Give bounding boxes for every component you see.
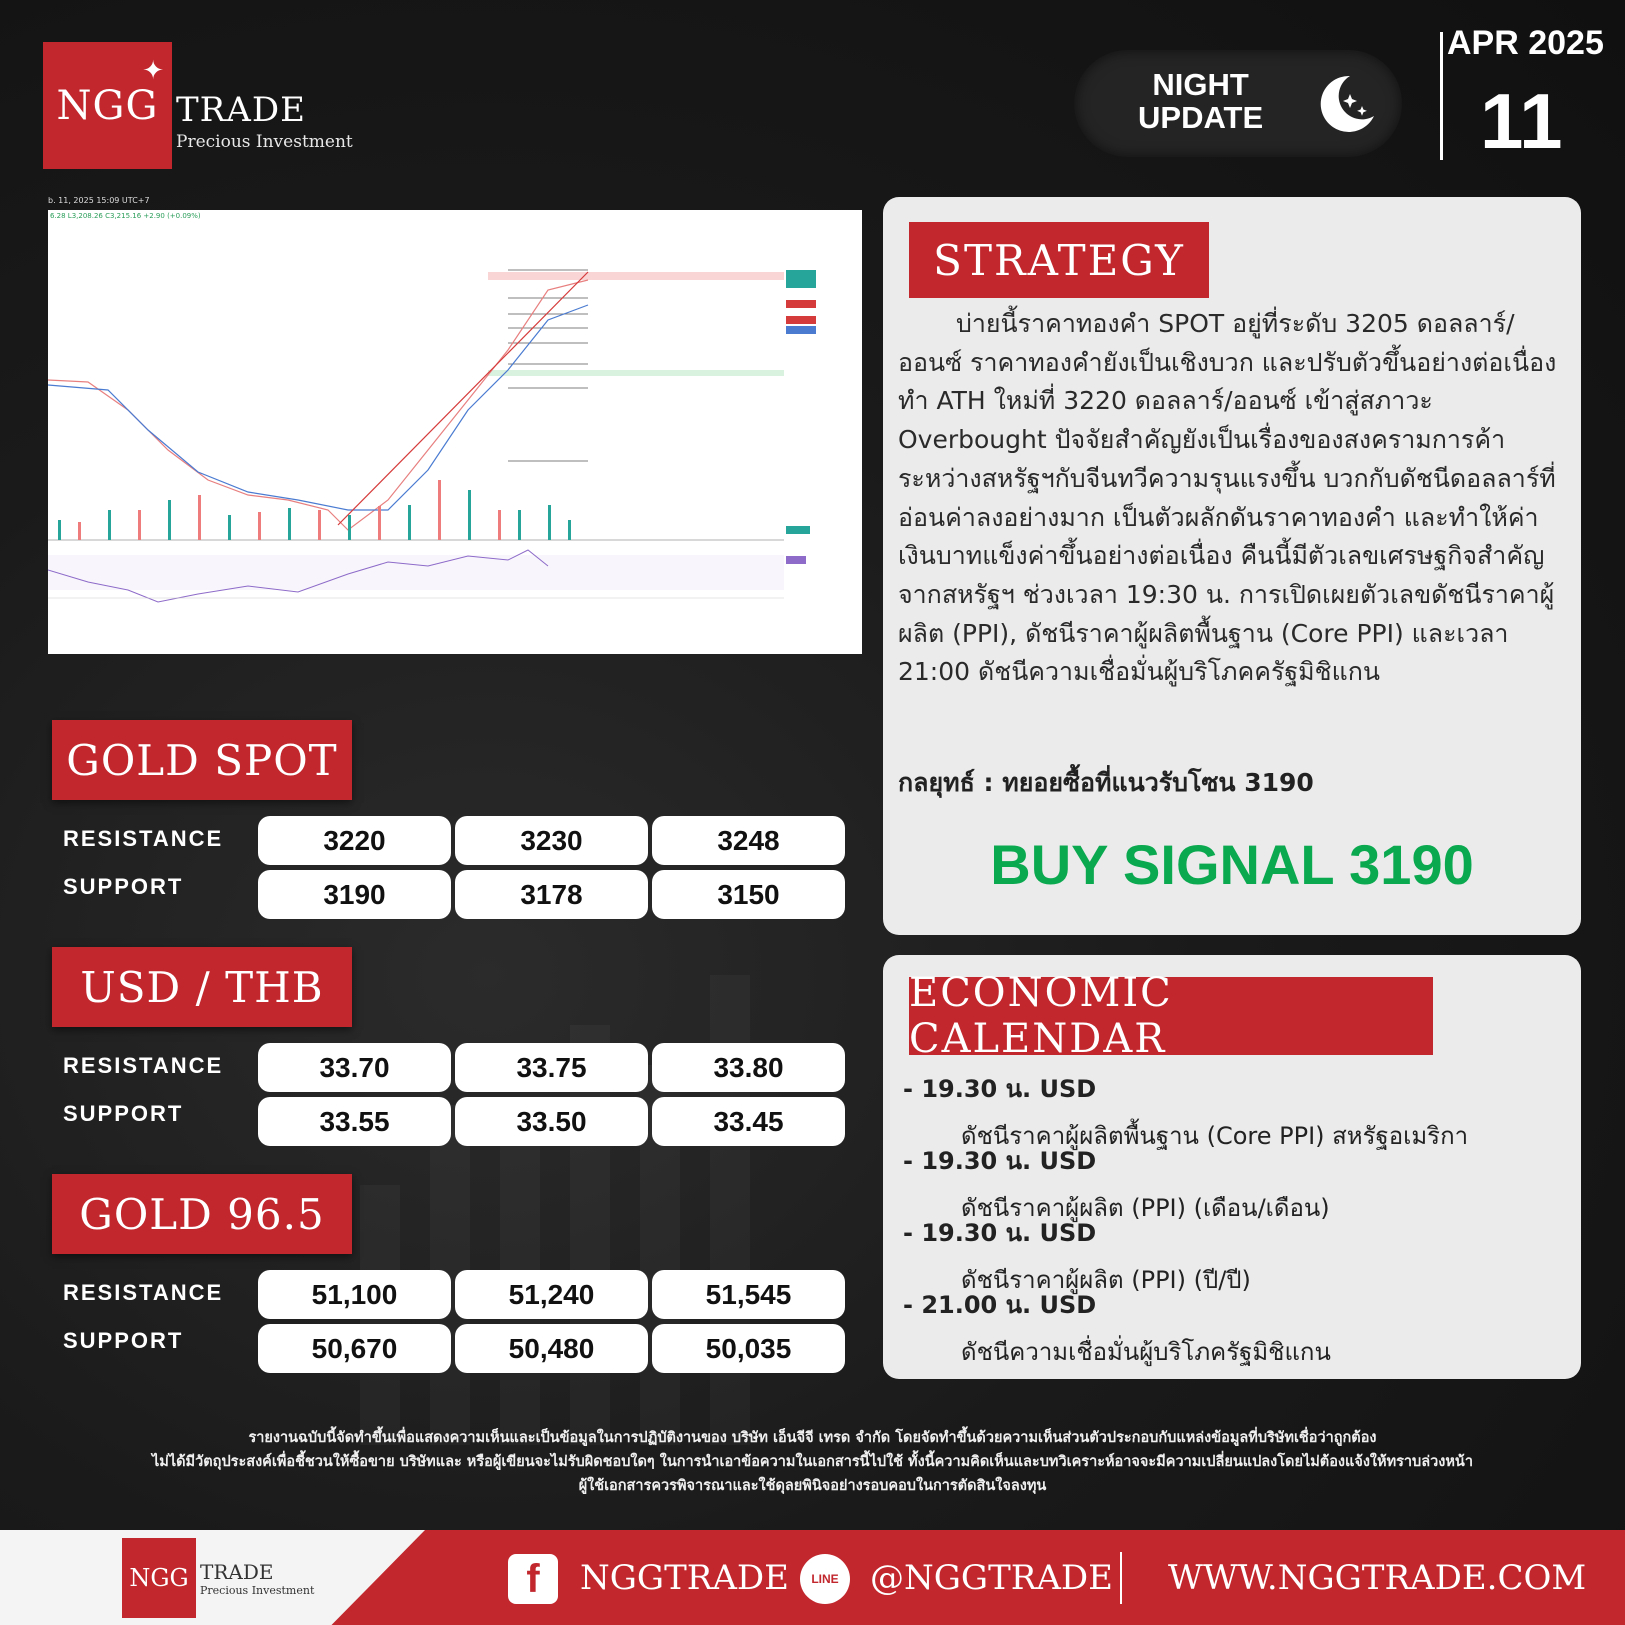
- star-icon: ✦: [142, 56, 164, 86]
- event-time: - 19.30 น. USD: [903, 1219, 1097, 1247]
- usd-thb-resistance-3: 33.80: [652, 1043, 845, 1092]
- ngg-logo: [43, 42, 172, 169]
- gold-965-support-3: 50,035: [652, 1324, 845, 1373]
- gold-965-header: GOLD 96.5: [52, 1174, 352, 1254]
- gold-spot-support-label: SUPPORT: [63, 874, 184, 899]
- gold-965-support-1: 50,670: [258, 1324, 451, 1373]
- gold-spot-resistance-3: 3248: [652, 816, 845, 865]
- usd-thb-resistance-label: RESISTANCE: [63, 1053, 224, 1078]
- gold-965-resistance-1: 51,100: [258, 1270, 451, 1319]
- moon-stars-icon: [1310, 68, 1382, 140]
- usd-thb-header: USD / THB: [52, 947, 352, 1027]
- website-link[interactable]: WWW.NGGTRADE.COM: [1168, 1558, 1587, 1598]
- gold-spot-resistance-label: RESISTANCE: [63, 826, 224, 851]
- chart-header: b. 11, 2025 15:09 UTC+7: [48, 196, 150, 205]
- strategy-body: บ่ายนี้ราคาทองคำ SPOT อยู่ที่ระดับ 3205 ดอลลาร์/ออนซ์ ราคาทองคำยังเป็นเชิงบวก และปรับตัวขึ้นอย่างต่อเนื่อง ทำ ATH ใหม่ที่ 3220 ดอลลาร์/ออนซ์ เข้าสู่สภาวะ Overbought ปัจจัยสำคัญยังเป็นเรื่องของสงครามการค้าระหว่างสหรัฐฯกับจีนทวีความรุนแรงขึ้น บวกกับดัชนีดอลลาร์ที่อ่อนค่าลงอย่างมาก เป็นตัวผลักดันราคาทองคำ และทำให้ค่าเงินบาทแข็งค่าขึ้นอย่างต่อเนื่อง คืนนี้มีตัวเลขเศรษฐกิจสำคัญจากสหรัฐฯ ช่วงเวลา 19:30 น. การเปิดเผยตัวเลขดัชนีราคาผู้ผลิต (PPI), ดัชนีราคาผู้ผลิตพื้นฐาน (Core PPI) และเวลา 21:00 ดัชนีความเชื่อมั่นผู้บริโภคครัฐมิชิแกน: [898, 309, 1557, 687]
- logo-text: NGG: [56, 82, 159, 129]
- gold-965-resistance-label: RESISTANCE: [63, 1280, 224, 1305]
- gold-spot-support-1: 3190: [258, 870, 451, 919]
- gold-spot-header: GOLD SPOT: [52, 720, 352, 800]
- footer-logo: NGG: [122, 1538, 196, 1618]
- chart-canvas: [48, 210, 862, 654]
- calendar-event: [903, 1285, 1331, 1371]
- event-time: - 21.00 น. USD: [903, 1291, 1097, 1319]
- gold-spot-support-3: 3150: [652, 870, 845, 919]
- chart-ohlc: 6.28 L3,208.26 C3,215.16 +2.90 (+0.09%): [50, 212, 201, 220]
- gold-965-support-label: SUPPORT: [63, 1328, 184, 1353]
- calendar-title: ECONOMIC CALENDAR: [909, 977, 1433, 1055]
- economic-calendar-panel: [883, 955, 1581, 1379]
- footer-brand-tagline: Precious Investment: [200, 1584, 315, 1597]
- event-time: - 19.30 น. USD: [903, 1147, 1097, 1175]
- disclaimer-line: ไม่ได้มีวัตถุประสงค์เพื่อชี้ชวนให้ซื้อขาย บริษัทและ หรือผู้เขียนจะไม่รับผิดชอบใดๆ ในการนำเอาข้อความในเอกสารนี้ไปใช้ ทั้งนี้ความคิดเห็นและบทวิเคราะห์อาจจะมีความเปลี่ยนแปลงโดยไม่ต้องแจ้งให้ทราบล่วงหน้า: [152, 1454, 1473, 1470]
- brand-tagline: Precious Investment: [176, 132, 353, 152]
- month-year: APR 2025: [1447, 24, 1604, 62]
- usd-thb-support-2: 33.50: [455, 1097, 648, 1146]
- day-number: 11: [1480, 77, 1563, 165]
- gold-spot-support-2: 3178: [455, 870, 648, 919]
- header-divider: [1440, 32, 1443, 160]
- price-chart-image: [48, 196, 866, 674]
- strategy-panel: [883, 197, 1581, 935]
- disclaimer: [0, 1426, 1625, 1498]
- line-icon[interactable]: LINE: [800, 1554, 850, 1604]
- event-desc: ดัชนีราคาผู้ผลิต (PPI) (เดือน/เดือน): [961, 1194, 1330, 1222]
- disclaimer-line: รายงานฉบับนี้จัดทำขึ้นเพื่อแสดงความเห็นและเป็นข้อมูลในการปฏิบัติงานของ บริษัท เอ็นจีจี เทรด จำกัด โดยจัดทำขึ้นด้วยความเห็นส่วนตัวประกอบกับแหล่งข้อมูลที่บริษัทเชื่อว่าถูกต้อง: [248, 1430, 1377, 1446]
- brand-title: TRADE: [176, 90, 306, 130]
- gold-spot-resistance-2: 3230: [455, 816, 648, 865]
- chart-graphic: [48, 210, 862, 654]
- night-update-badge: [1074, 50, 1402, 157]
- usd-thb-resistance-2: 33.75: [455, 1043, 648, 1092]
- gold-965-resistance-3: 51,545: [652, 1270, 845, 1319]
- disclaimer-line: ผู้ใช้เอกสารควรพิจารณาและใช้ดุลยพินิจอย่างรอบคอบในการตัดสินใจลงทุน: [578, 1478, 1047, 1494]
- usd-thb-support-3: 33.45: [652, 1097, 845, 1146]
- night-label-line2: UPDATE: [1138, 100, 1264, 135]
- gold-spot-resistance-1: 3220: [258, 816, 451, 865]
- facebook-handle[interactable]: NGGTRADE: [580, 1558, 789, 1598]
- event-desc: ดัชนีราคาผู้ผลิต (PPI) (ปี/ปี): [961, 1266, 1251, 1294]
- usd-thb-support-label: SUPPORT: [63, 1101, 184, 1126]
- night-label-line1: NIGHT: [1152, 67, 1249, 102]
- footer-bar: [0, 1530, 1625, 1625]
- night-update-label: [1138, 68, 1263, 134]
- event-time: - 19.30 น. USD: [903, 1075, 1097, 1103]
- strategy-plan: กลยุทธ์ : ทยอยซื้อที่แนวรับโซน 3190: [898, 768, 1314, 797]
- footer-divider: [1120, 1552, 1122, 1604]
- brand-name: [176, 90, 353, 152]
- usd-thb-resistance-1: 33.70: [258, 1043, 451, 1092]
- event-desc: ดัชนีราคาผู้ผลิตพื้นฐาน (Core PPI) สหรัฐอเมริกา: [961, 1122, 1469, 1150]
- gold-965-support-2: 50,480: [455, 1324, 648, 1373]
- event-desc: ดัชนีความเชื่อมั่นผู้บริโภครัฐมิชิแกน: [961, 1338, 1331, 1366]
- strategy-title: STRATEGY: [909, 222, 1209, 298]
- line-handle[interactable]: @NGGTRADE: [870, 1558, 1113, 1598]
- footer-brand: [200, 1560, 314, 1597]
- buy-signal: BUY SIGNAL 3190: [990, 833, 1474, 896]
- usd-thb-support-1: 33.55: [258, 1097, 451, 1146]
- facebook-icon[interactable]: f: [508, 1554, 558, 1604]
- gold-965-resistance-2: 51,240: [455, 1270, 648, 1319]
- footer-brand-title: TRADE: [200, 1560, 274, 1584]
